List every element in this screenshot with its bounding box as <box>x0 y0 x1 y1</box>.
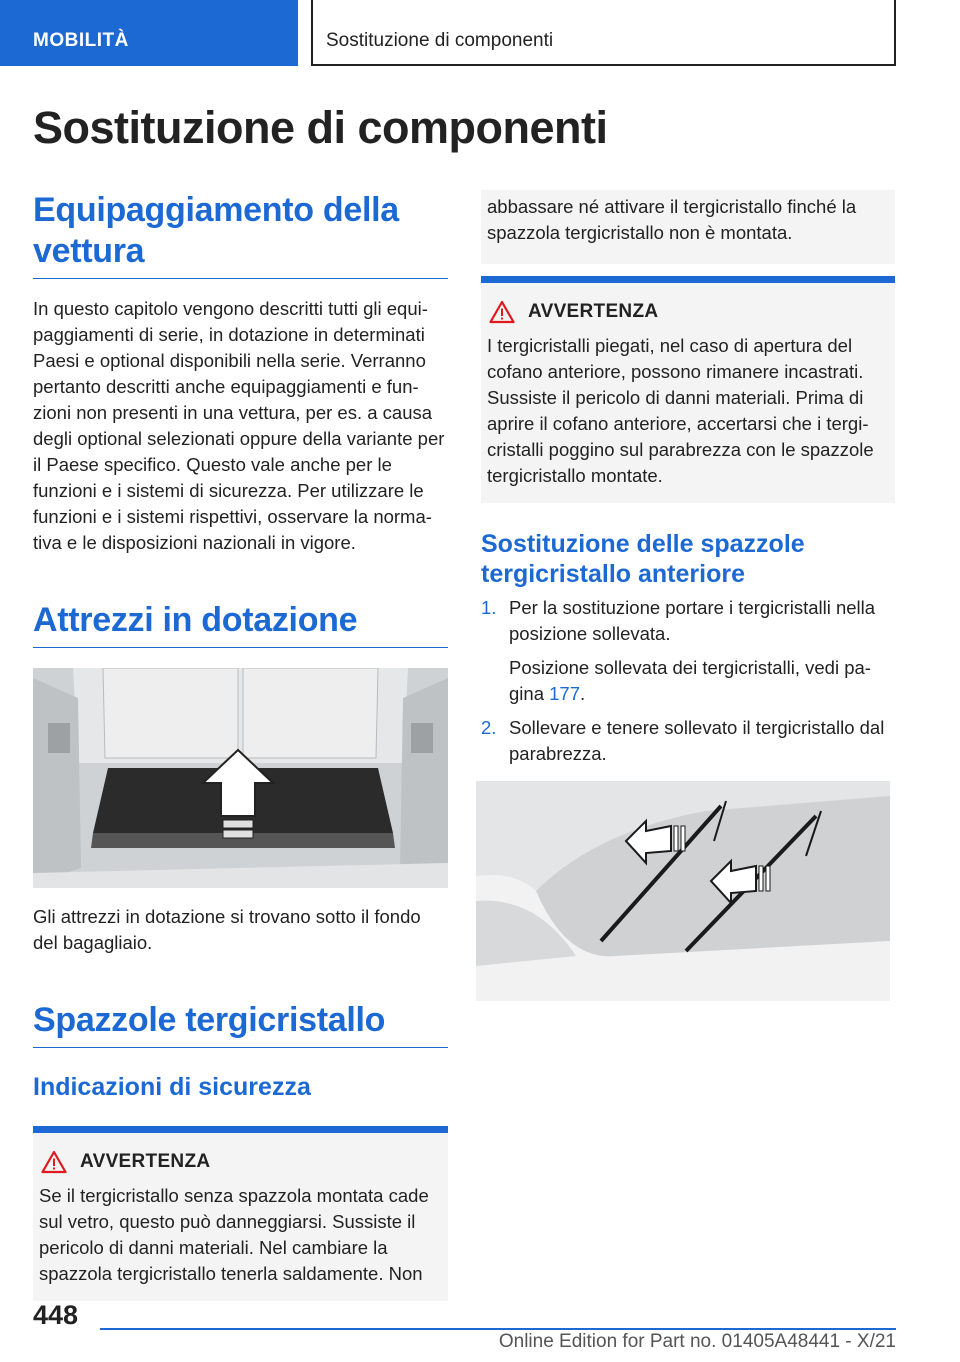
section-tab: MOBILITÀ <box>0 0 298 66</box>
warning-text-continued: abbassare né attivare il tergicristallo finché la spazzola tergicristallo non è montata. <box>487 196 857 243</box>
warning-icon <box>489 300 515 324</box>
footer-divider <box>100 1328 896 1330</box>
list-item <box>481 715 895 767</box>
left-column <box>33 190 448 1301</box>
steps-list <box>481 595 895 767</box>
footer-edition: Online Edition for Part no. 01405A48441 - X/21 <box>498 1331 896 1352</box>
warning-note-1-continued <box>481 190 895 264</box>
equipment-text: In questo capitolo vengono descritti tutti gli equipaggiamenti di serie, in dotazione in determinati Paesi e optional disponibili nella serie. Verranno pertanto descritti anche equipaggiamenti e funzioni non presenti in una vettura, per es. a causa degli optional selezionati oppure della variante per il Paese specifico. Questo vale anche per le funzioni e i sistemi di sicurezza. Per utilizzare le funzioni e i sistemi rispettivi, osservare la normativa e le disposizioni nazionali in vigore. <box>33 298 445 553</box>
warning-label: AVVERTENZA <box>528 301 659 322</box>
step-text: Per la sostituzione portare i tergicristalli nella posizione sollevata. <box>509 597 876 644</box>
trunk-figure <box>33 668 448 888</box>
step-number: 1. <box>481 597 497 618</box>
page-title: Sostituzione di componenti <box>33 102 608 153</box>
warning-text: Se il tergicristallo senza spazzola montata cade sul vetro, questo può danneggiarsi. Sussiste il pericolo di danni materiali. Nel cambiare la spazzola tergicristallo tenerla saldamente. Non <box>39 1185 429 1284</box>
wiper-figure <box>476 781 890 1001</box>
right-column <box>481 190 895 1001</box>
warning-icon <box>41 1150 67 1174</box>
step-text: Sollevare e tenere sollevato il tergicristallo dal parabrezza. <box>509 717 885 764</box>
heading-equipment: Equipaggiamento della vettura <box>33 191 399 270</box>
step-subtext: Posizione sollevata dei tergicristalli, vedi pagina 177. <box>509 657 871 704</box>
warning-label: AVVERTENZA <box>80 1151 211 1172</box>
warning-note-2 <box>481 276 895 503</box>
divider <box>33 278 448 279</box>
heading-replace-wipers: Sostituzione delle spazzole tergicristallo anteriore <box>481 530 805 588</box>
list-item <box>481 595 895 707</box>
warning-text: I tergicristalli piegati, nel caso di apertura del cofano anteriore, possono rimanere incastrati. Sussiste il pericolo di danni materiali. Prima di aprire il cofano anteriore, accertarsi che i tergicristalli poggino sul parabrezza con le spazzole tergicristallo montate. <box>487 335 874 486</box>
chapter-title: Sostituzione di componenti <box>311 0 896 66</box>
page-header <box>0 0 960 66</box>
tools-text: Gli attrezzi in dotazione si trovano sotto il fondo del bagagliaio. <box>33 906 421 953</box>
step-number: 2. <box>481 717 497 738</box>
heading-safety: Indicazioni di sicurezza <box>33 1073 311 1101</box>
heading-tools: Attrezzi in dotazione <box>33 600 448 648</box>
warning-note-1 <box>33 1126 448 1301</box>
page-number: 448 <box>33 1300 79 1330</box>
windshield-wiper-illustration <box>476 781 890 1001</box>
heading-wipers: Spazzole tergicristallo <box>33 1000 448 1048</box>
page-link[interactable]: 177 <box>549 683 580 704</box>
trunk-floor-illustration <box>33 668 448 888</box>
